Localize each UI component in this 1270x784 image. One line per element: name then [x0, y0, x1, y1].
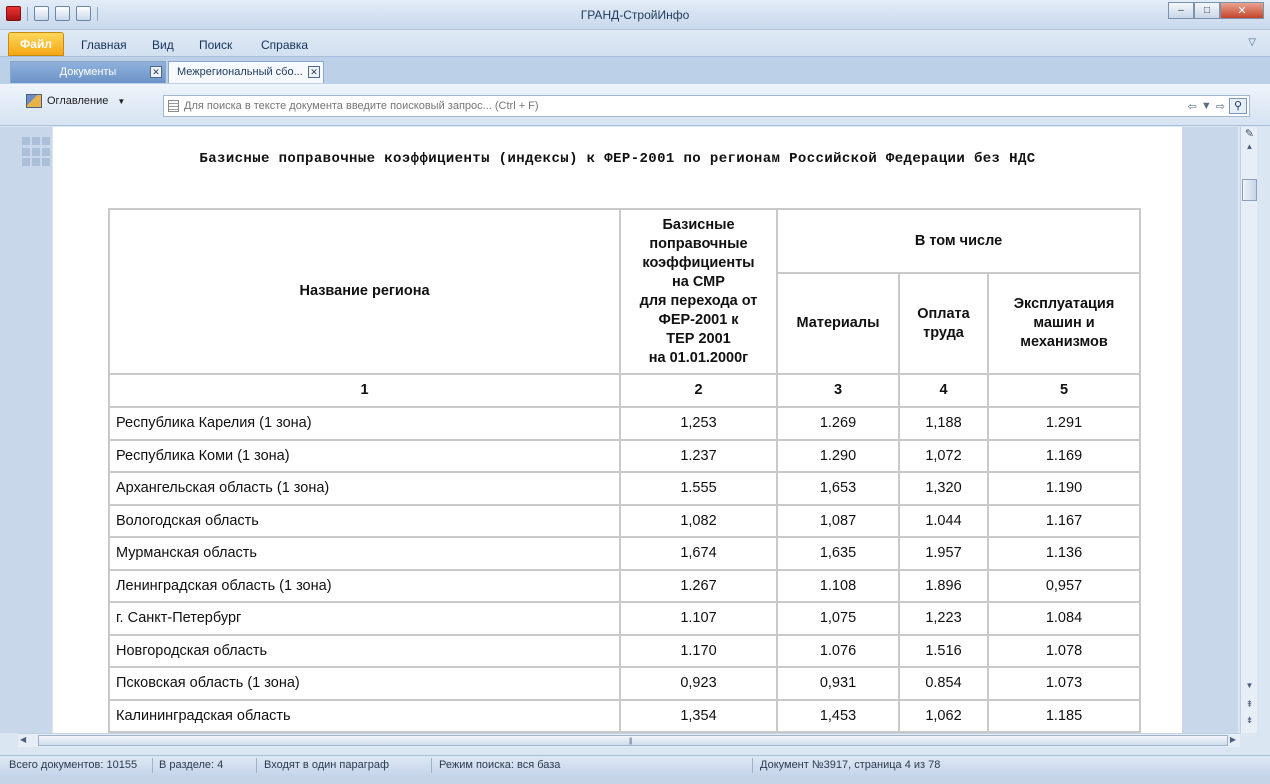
vertical-scrollbar[interactable]	[1240, 127, 1257, 733]
header-labor: Оплата труда	[899, 273, 988, 374]
table-row	[109, 407, 1140, 440]
coefficient-cell: 0.854	[899, 667, 988, 700]
pin-icon[interactable]: ✎	[1244, 128, 1255, 140]
menu-item-help[interactable]: Справка	[261, 38, 309, 52]
coefficient-cell: 1,072	[899, 440, 988, 473]
coefficient-cell: 1.516	[899, 635, 988, 668]
header-smr-coefficients: Базисные поправочные коэффициенты на СМР для перехода от ФЕР-2001 к ТЕР 2001 на 01.01.2000г	[620, 209, 777, 374]
toc-label: Оглавление	[47, 95, 109, 107]
tab-documents[interactable]	[10, 61, 166, 83]
coefficient-cell: 1,320	[899, 472, 988, 505]
status-search-mode: Режим поиска: вся база	[439, 759, 561, 771]
status-paragraph: Входят в один параграф	[264, 759, 390, 771]
right-margin	[1182, 127, 1238, 733]
coefficient-cell: 0,931	[777, 667, 899, 700]
scroll-right-icon[interactable]: ▶	[1229, 735, 1236, 744]
coefficient-cell: 1.078	[988, 635, 1140, 668]
coefficient-cell: 1.169	[988, 440, 1140, 473]
coefficient-cell: 1.185	[988, 700, 1140, 733]
toc-icon	[26, 94, 42, 108]
coefficient-cell: 1.170	[620, 635, 777, 668]
menu-item-search[interactable]: Поиск	[199, 38, 233, 52]
coefficient-cell: 1.136	[988, 537, 1140, 570]
search-box	[163, 95, 1250, 117]
window-controls	[1168, 2, 1264, 19]
toc-button[interactable]	[26, 94, 125, 108]
header-materials: Материалы	[777, 273, 899, 374]
horizontal-scroll-thumb[interactable]	[38, 735, 1228, 746]
coefficient-cell: 1.107	[620, 602, 777, 635]
grip-icon: |||	[629, 738, 632, 745]
page-up-icon[interactable]: ⇞	[1245, 699, 1254, 709]
column-number: 2	[620, 374, 777, 407]
table-row	[109, 700, 1140, 733]
scroll-down-icon[interactable]: ▼	[1245, 681, 1254, 690]
chevron-down-icon: ▼	[117, 96, 126, 106]
status-separator	[256, 758, 257, 773]
coefficient-cell: 1,075	[777, 602, 899, 635]
column-number: 1	[109, 374, 620, 407]
coefficient-cell: 1.044	[899, 505, 988, 538]
coefficient-cell: 1.190	[988, 472, 1140, 505]
table-row	[109, 537, 1140, 570]
tab-interregional-collection[interactable]	[168, 61, 324, 83]
document-title: Базисные поправочные коэффициенты (индексы) к ФЕР-2001 по регионам Российской Федерации без НДС	[199, 151, 1036, 167]
scroll-up-icon[interactable]: ▲	[1245, 142, 1254, 151]
coefficient-cell: 1,635	[777, 537, 899, 570]
table-row	[109, 440, 1140, 473]
coefficient-cell: 1.076	[777, 635, 899, 668]
status-separator	[752, 758, 753, 773]
coefficient-cell: 1,674	[620, 537, 777, 570]
coefficient-cell: 1,354	[620, 700, 777, 733]
coefficient-cell: 1.269	[777, 407, 899, 440]
coefficient-cell: 1,087	[777, 505, 899, 538]
column-number: 4	[899, 374, 988, 407]
coefficient-cell: 1.237	[620, 440, 777, 473]
horizontal-scrollbar[interactable]	[18, 733, 1240, 747]
table-row	[109, 505, 1140, 538]
coefficient-cell: 0,957	[988, 570, 1140, 603]
minimize-button[interactable]: –	[1168, 2, 1194, 19]
coefficient-cell: 1,188	[899, 407, 988, 440]
table-row	[109, 472, 1140, 505]
header-region: Название региона	[109, 209, 620, 374]
status-in-section: В разделе: 4	[159, 759, 224, 771]
status-total-docs: Всего документов: 10155	[9, 759, 138, 771]
close-tab-icon[interactable]: ✕	[150, 66, 162, 78]
page-down-icon[interactable]: ⇟	[1245, 715, 1254, 725]
vertical-scroll-thumb[interactable]	[1242, 179, 1257, 201]
coefficient-cell: 1.291	[988, 407, 1140, 440]
scroll-left-icon[interactable]: ◀	[20, 735, 27, 744]
ribbon-collapse-icon[interactable]: ▽	[1248, 37, 1256, 48]
table-body	[109, 407, 1140, 732]
coefficient-cell: 1.108	[777, 570, 899, 603]
next-result-icon[interactable]: ⇨	[1215, 100, 1225, 113]
coefficient-cell: 1.084	[988, 602, 1140, 635]
table-row	[109, 602, 1140, 635]
column-numbers-row	[109, 374, 1140, 407]
close-button[interactable]: ✕	[1220, 2, 1264, 19]
menu-bar	[0, 30, 1270, 56]
previous-result-icon[interactable]: ⇦	[1187, 100, 1197, 113]
column-number: 3	[777, 374, 899, 407]
menu-item-home[interactable]: Главная	[81, 38, 127, 52]
coefficient-cell: 1,062	[899, 700, 988, 733]
region-name-cell: Ленинградская область (1 зона)	[109, 570, 620, 603]
search-icon[interactable]: ⚲	[1229, 98, 1247, 114]
coefficient-cell: 1,082	[620, 505, 777, 538]
status-separator	[431, 758, 432, 773]
header-including: В том числе	[777, 209, 1140, 273]
tiles-icon[interactable]	[22, 137, 50, 167]
region-name-cell: Архангельская область (1 зона)	[109, 472, 620, 505]
maximize-button[interactable]: □	[1194, 2, 1220, 19]
region-name-cell: Мурманская область	[109, 537, 620, 570]
window-title: ГРАНД-СтройИнфо	[580, 8, 690, 22]
coefficient-cell: 1,223	[899, 602, 988, 635]
search-tools	[1188, 98, 1247, 114]
coefficient-cell: 1.167	[988, 505, 1140, 538]
status-document-info: Документ №3917, страница 4 из 78	[760, 759, 941, 771]
document-icon	[168, 100, 179, 112]
tab-label: Документы	[59, 66, 117, 78]
region-name-cell: Республика Коми (1 зона)	[109, 440, 620, 473]
header-machines: Эксплуатация машин и механизмов	[988, 273, 1140, 374]
table-header-row	[109, 209, 1140, 273]
region-name-cell: Вологодская область	[109, 505, 620, 538]
title-bar	[0, 0, 1270, 30]
status-bar	[0, 755, 1270, 775]
filter-icon[interactable]: ▼	[1200, 100, 1212, 112]
column-number: 5	[988, 374, 1140, 407]
tab-label: Межрегиональный сбо...	[177, 66, 303, 78]
region-name-cell: г. Санкт-Петербург	[109, 602, 620, 635]
coefficient-cell: 1.290	[777, 440, 899, 473]
table-row	[109, 570, 1140, 603]
document-toolbar	[0, 84, 1270, 126]
file-menu-button[interactable]: Файл	[8, 32, 64, 56]
coefficient-cell: 1.267	[620, 570, 777, 603]
coefficient-cell: 0,923	[620, 667, 777, 700]
coefficients-table	[108, 208, 1141, 733]
region-name-cell: Республика Карелия (1 зона)	[109, 407, 620, 440]
coefficient-cell: 1.896	[899, 570, 988, 603]
coefficient-cell: 1.957	[899, 537, 988, 570]
status-separator	[152, 758, 153, 773]
coefficient-cell: 1,653	[777, 472, 899, 505]
coefficient-cell: 1,253	[620, 407, 777, 440]
document-tabs	[0, 56, 1270, 84]
region-name-cell: Калининградская область	[109, 700, 620, 733]
search-input[interactable]	[184, 98, 1144, 114]
left-panel	[0, 127, 52, 733]
menu-item-view[interactable]: Вид	[152, 38, 174, 52]
document-page	[53, 127, 1182, 733]
table-row	[109, 667, 1140, 700]
coefficient-cell: 1.073	[988, 667, 1140, 700]
table-row	[109, 635, 1140, 668]
coefficient-cell: 1.555	[620, 472, 777, 505]
close-tab-icon[interactable]: ✕	[308, 66, 320, 78]
coefficient-cell: 1,453	[777, 700, 899, 733]
region-name-cell: Новгородская область	[109, 635, 620, 668]
region-name-cell: Псковская область (1 зона)	[109, 667, 620, 700]
window-bottom-edge	[0, 775, 1270, 784]
